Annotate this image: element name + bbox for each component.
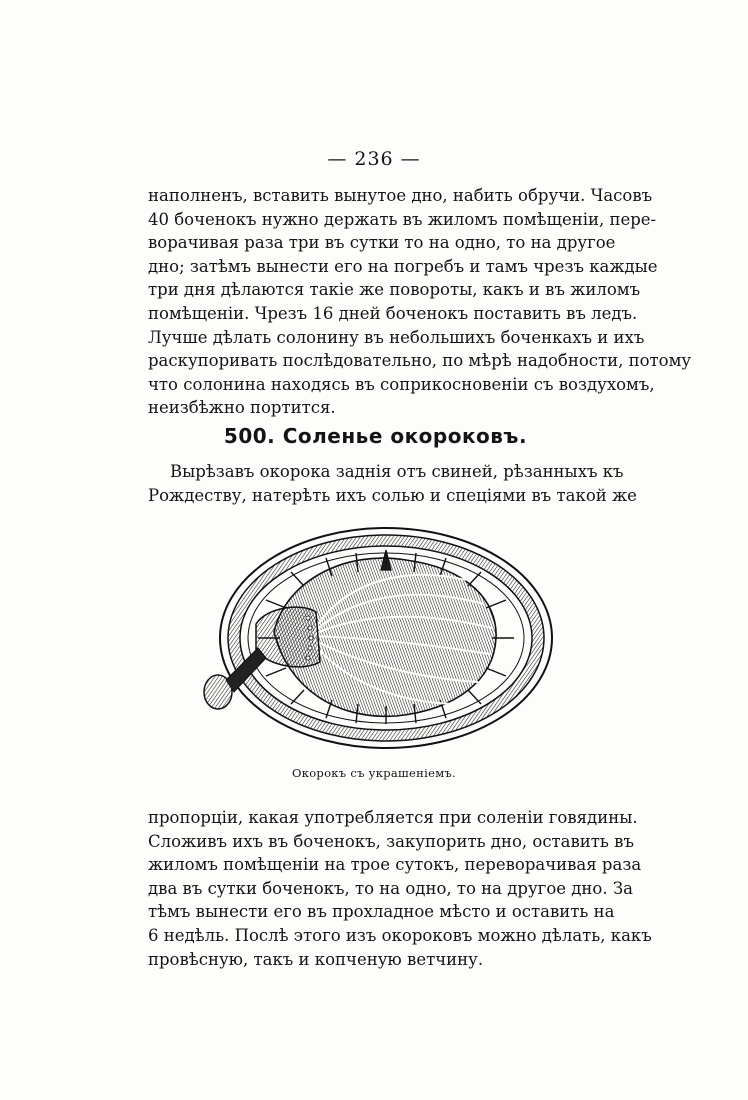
text-line: ворачивая раза три въ сутки то на одно, то на другое [148,233,616,253]
text-line: 40 боченокъ нужно держать въ жиломъ помѣщеніи, пере- [148,209,657,229]
text-line: дно; затѣмъ вынести его на погребъ и тамъ чрезъ каждые [148,256,658,276]
text-line: Сложивъ ихъ въ боченокъ, закупорить дно, оставить въ [148,831,634,851]
figure-caption: Окорокъ съ украшеніемъ. [291,766,457,780]
paragraph-intro [148,184,692,420]
text-line: провѣсную, такъ и копченую ветчину. [148,949,484,969]
text-line: жиломъ помѣщеніи на трое сутокъ, переворачивая раза [148,855,642,875]
text-line: 6 недѣль. Послѣ этого изъ окороковъ можно дѣлать, какъ [148,925,652,945]
ham-platter-illustration [196,520,556,752]
text-line: что солонина находясь въ соприкосновеніи съ воздухомъ, [148,374,655,394]
paragraph-recipe-start [148,460,637,507]
text-line: тѣмъ вынести его въ прохладное мѣсто и оставить на [148,902,615,922]
text-line: Вырѣзавъ окорока заднія отъ свиней, рѣзанныхъ къ [170,462,624,481]
page-number: — 236 — [327,148,421,170]
text-line: раскупоривать послѣдовательно, по мѣрѣ надобности, потому [148,351,692,371]
text-line: Рождеству, натерѣть ихъ солью и спеціями въ такой же [148,485,637,505]
text-line: неизбѣжно портится. [148,398,336,418]
text-line: пропорціи, какая употребляется при соленіи говядины. [148,808,638,827]
section-heading: 500. Соленье окороковъ. [223,424,528,448]
text-line: Лучше дѣлать солонину въ небольшихъ боченкахъ и ихъ [148,327,645,347]
text-line: наполненъ, вставить вынутое дно, набить обручи. Часовъ [148,186,653,205]
text-line: три дня дѣлаются такіе же повороты, какъ и въ жиломъ [148,280,641,300]
paragraph-recipe-continued [148,806,652,971]
text-line: помѣщеніи. Чрезъ 16 дней боченокъ поставить въ ледъ. [148,303,638,323]
text-line: два въ сутки боченокъ, то на одно, то на другое дно. За [148,878,633,898]
